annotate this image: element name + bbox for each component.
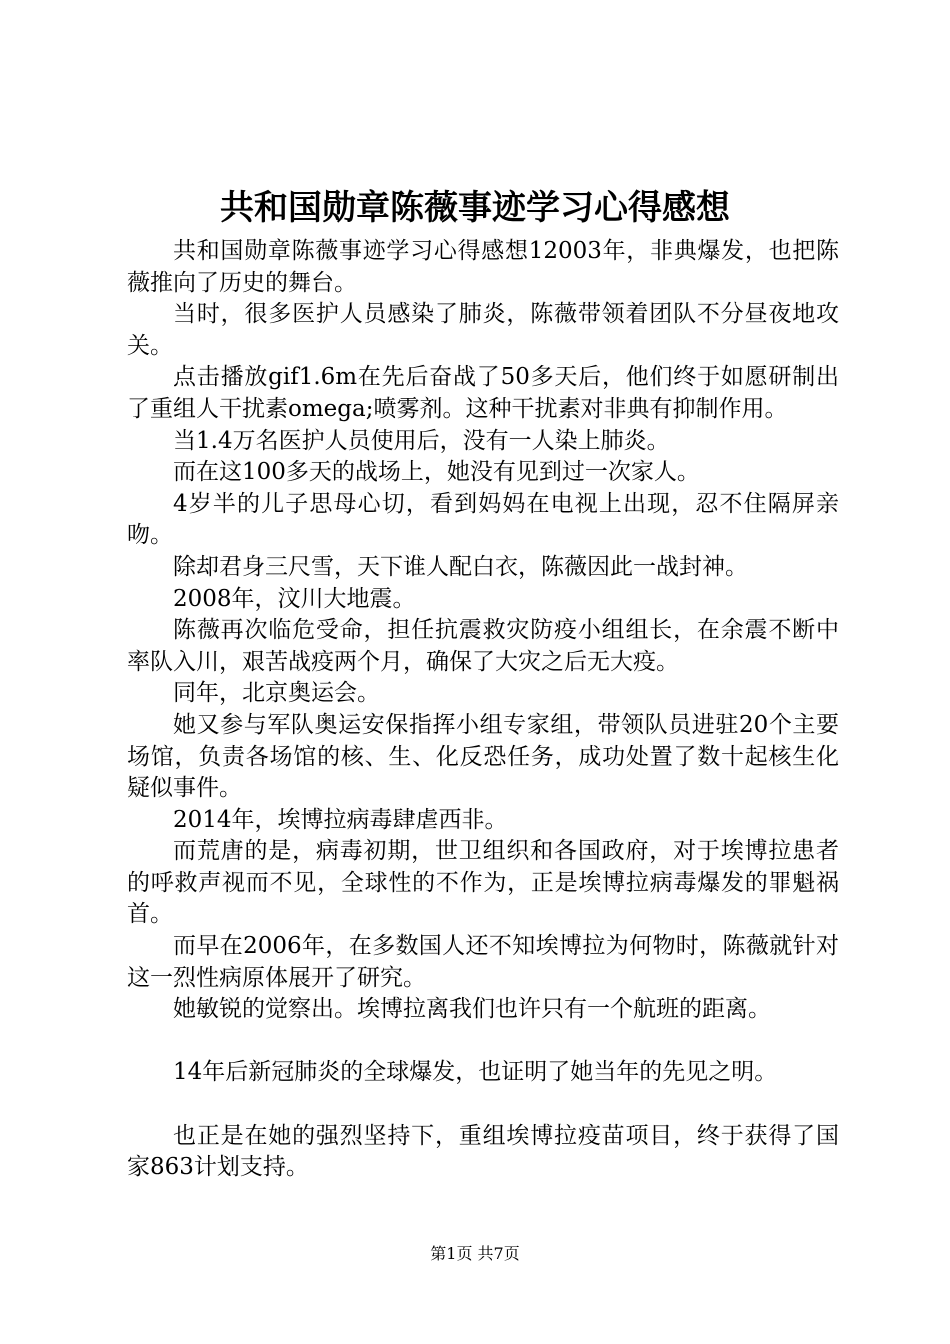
paragraph: 点击播放gif1.6m在先后奋战了50多天后，他们终于如愿研制出了重组人干扰素omega;喷雾剂。这种干扰素对非典有抑制作用。 [127,364,839,422]
paragraph: 也正是在她的强烈坚持下，重组埃博拉疫苗项目，终于获得了国家863计划支持。 [127,1122,839,1181]
paragraph: 2008年，汶川大地震。 [173,585,416,612]
paragraph: 14年后新冠肺炎的全球爆发，也证明了她当年的先见之明。 [173,1059,778,1086]
paragraph: 同年，北京奥运会。 [173,680,380,707]
paragraph: 陈薇再次临危受命，担任抗震救灾防疫小组组长，在余震不断中率队入川，艰苦战疫两个月，确保了大灾之后无大疫。 [127,617,839,675]
document-title: 共和国勋章陈薇事迹学习心得感想 [220,188,730,228]
paragraph: 而荒唐的是，病毒初期，世卫组织和各国政府，对于埃博拉患者的呼救声视而不见，全球性的不作为，正是埃博拉病毒爆发的罪魁祸首。 [127,838,839,928]
paragraph: 她敏锐的觉察出。埃博拉离我们也许只有一个航班的距离。 [173,996,771,1023]
page-number-footer: 第1页 共7页 [430,1244,520,1263]
paragraph: 而在这100多天的战场上，她没有见到过一次家人。 [173,459,700,486]
paragraph: 当时，很多医护人员感染了肺炎，陈薇带领着团队不分昼夜地攻关。 [127,301,839,359]
document-body [127,236,839,1184]
paragraph: 她又参与军队奥运安保指挥小组专家组，带领队员进驻20个主要场馆，负责各场馆的核、生、化反恐任务，成功处置了数十起核生化疑似事件。 [127,711,839,802]
paragraph: 共和国勋章陈薇事迹学习心得感想12003年，非典爆发，也把陈薇推向了历史的舞台。 [127,238,839,296]
paragraph: 2014年，埃博拉病毒肆虐西非。 [173,806,508,833]
paragraph: 而早在2006年，在多数国人还不知埃博拉为何物时，陈薇就针对这一烈性病原体展开了研究。 [127,933,839,991]
paragraph: 当1.4万名医护人员使用后，没有一人染上肺炎。 [173,427,670,454]
paragraph: 4岁半的儿子思母心切，看到妈妈在电视上出现，忍不住隔屏亲吻。 [127,490,839,549]
paragraph: 除却君身三尺雪，天下谁人配白衣，陈薇因此一战封神。 [173,553,748,580]
